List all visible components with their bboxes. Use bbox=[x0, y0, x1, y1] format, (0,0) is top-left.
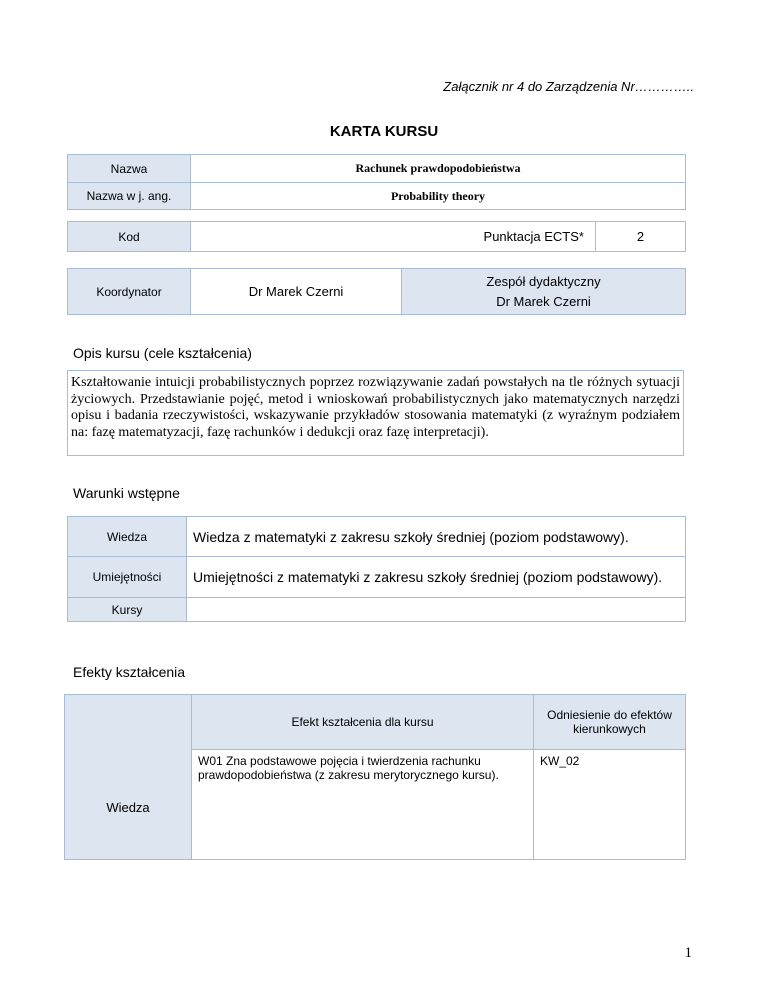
description-text: Kształtowanie intuicji probabilistycznych poprzez rozwiązywanie zadań powstałych na tle różnych sytuacji życiowych. Przedstawianie pojęć, metod i wnioskowań probabilistycznych jako matematycznych narzędzi opisu i badania rzeczywistości, wskazywanie przykładów stosowania matematyki (z wyraźnym podziałem na: fazę matematyzacji, fazę rachunków i dedukcji oraz fazę interpretacji). bbox=[67, 370, 684, 456]
name-value: Rachunek prawdopodobieństwa bbox=[191, 155, 686, 183]
outcomes-group-label: Wiedza bbox=[65, 695, 192, 860]
description-heading: Opis kursu (cele kształcenia) bbox=[73, 345, 252, 361]
code-value bbox=[191, 222, 473, 252]
course-name-table bbox=[67, 154, 686, 210]
ects-value: 2 bbox=[596, 222, 686, 252]
outcomes-heading: Efekty kształcenia bbox=[73, 664, 186, 680]
name-label: Nazwa bbox=[68, 155, 191, 183]
team-value: Dr Marek Czerni bbox=[496, 293, 591, 309]
prerequisite-courses-label: Kursy bbox=[68, 598, 187, 622]
name-en-value: Probability theory bbox=[191, 183, 686, 210]
page-number: 1 bbox=[684, 945, 692, 961]
code-ects-table bbox=[67, 221, 686, 252]
prerequisite-courses-value bbox=[187, 598, 686, 622]
prerequisite-knowledge-label: Wiedza bbox=[68, 517, 187, 557]
coordinator-value: Dr Marek Czerni bbox=[191, 269, 402, 315]
col-reference-header: Odniesienie do efektów kierunkowych bbox=[534, 695, 686, 750]
col-effect-header: Efekt kształcenia dla kursu bbox=[192, 695, 534, 750]
prerequisite-skills-value: Umiejętności z matematyki z zakresu szkoły średniej (poziom podstawowy). bbox=[187, 557, 686, 598]
prerequisites-heading: Warunki wstępne bbox=[73, 485, 180, 501]
annex-note: Załącznik nr 4 do Zarządzenia Nr………….. bbox=[443, 79, 694, 94]
prerequisite-row bbox=[68, 517, 686, 557]
coordinator-table bbox=[67, 268, 686, 315]
name-en-label: Nazwa w j. ang. bbox=[68, 183, 191, 210]
reference-cell: KW_02 bbox=[534, 750, 686, 860]
prerequisite-skills-label: Umiejętności bbox=[68, 557, 187, 598]
effect-cell: W01 Zna podstawowe pojęcia i twierdzenia rachunku prawdopodobieństwa (z zakresu merytorycznego kursu). bbox=[192, 750, 534, 860]
prerequisite-row bbox=[68, 557, 686, 598]
ects-label: Punktacja ECTS* bbox=[473, 222, 596, 252]
prerequisites-table bbox=[67, 516, 686, 622]
document-title: KARTA KURSU bbox=[329, 123, 439, 140]
prerequisite-row bbox=[68, 598, 686, 622]
team-label: Zespół dydaktyczny bbox=[486, 273, 601, 289]
coordinator-label: Koordynator bbox=[68, 269, 191, 315]
code-label: Kod bbox=[68, 222, 191, 252]
prerequisite-knowledge-value: Wiedza z matematyki z zakresu szkoły średniej (poziom podstawowy). bbox=[187, 517, 686, 557]
team-cell bbox=[402, 269, 686, 315]
outcomes-table bbox=[64, 694, 686, 860]
